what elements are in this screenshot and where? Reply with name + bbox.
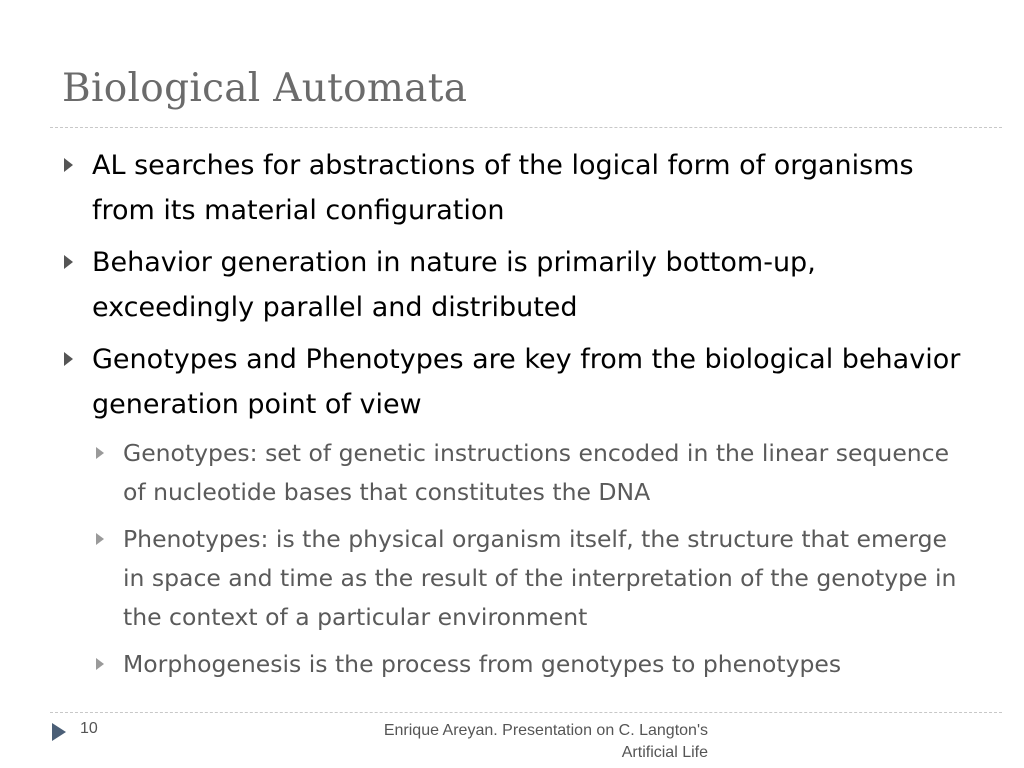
bullet-arrow-icon [64,255,73,269]
bullet-text: Genotypes and Phenotypes are key from the biological behavior generation point of view [92,344,961,420]
sub-bullet-arrow-icon [96,658,104,670]
footer-caption-line1: Enrique Areyan. Presentation on C. Langton's [383,722,708,739]
footer-divider [50,712,1002,713]
sub-bullet-item [123,434,973,512]
bullet-arrow-icon [64,352,73,366]
footer-caption-line2: Artificial Life [621,744,708,761]
bullet-item [92,240,962,330]
footer-triangle-icon [52,723,66,741]
bullet-item [92,143,962,233]
sub-bullet-text: Morphogenesis is the process from genotypes to phenotypes [123,650,842,678]
bullet-text: AL searches for abstractions of the logical form of organisms from its material configuration [92,150,914,226]
bullet-arrow-icon [64,158,73,172]
sub-bullet-text: Genotypes: set of genetic instructions encoded in the linear sequence of nucleotide bases that constitutes the DNA [123,439,950,506]
title-divider [50,127,1002,128]
footer-caption [330,720,708,764]
page-number: 10 [80,720,98,737]
sub-bullet-arrow-icon [96,447,104,459]
bullet-item [92,337,962,427]
slide-title: Biological Automata [62,66,468,111]
sub-bullet-item [123,645,973,684]
bullet-text: Behavior generation in nature is primarily bottom-up, exceedingly parallel and distributed [92,247,816,323]
sub-bullet-item [123,520,973,637]
sub-bullet-text: Phenotypes: is the physical organism itself, the structure that emerge in space and time as the result of the interpretation of the genotype in the context of a particular environment [123,525,957,631]
sub-bullet-arrow-icon [96,533,104,545]
